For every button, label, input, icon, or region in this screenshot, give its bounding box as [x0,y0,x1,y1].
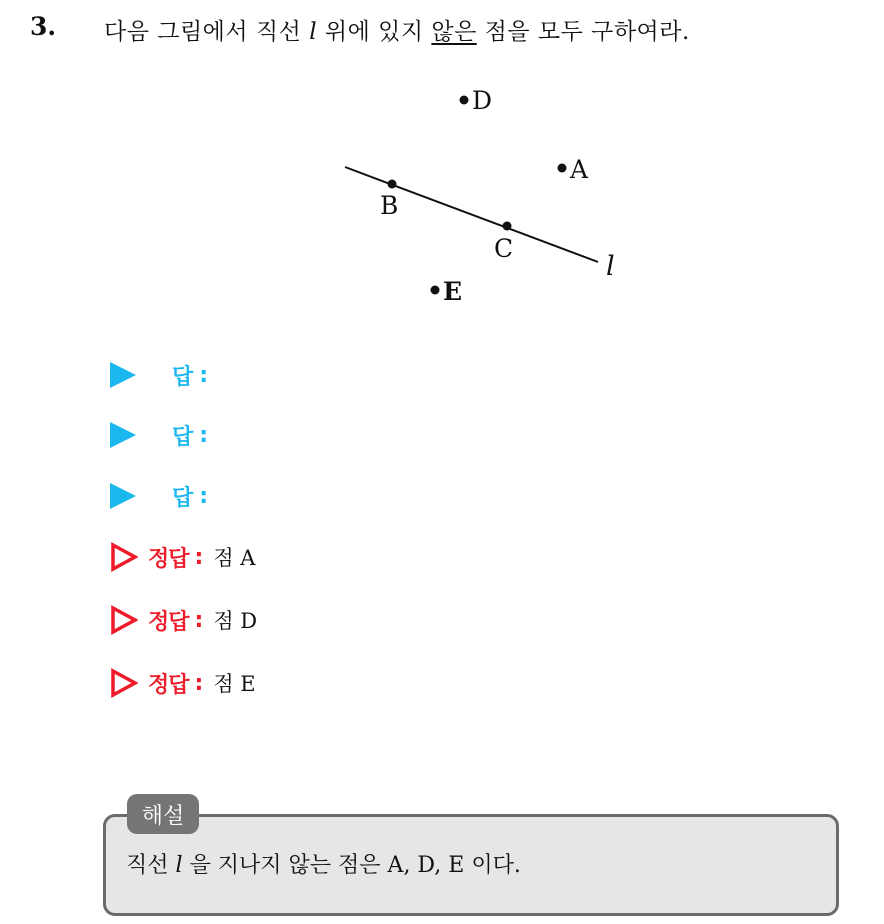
question-line-name: l [309,19,318,45]
point-e-label: E [443,277,463,306]
line-l-label: l [606,251,615,282]
answer-colon: : [199,422,209,448]
answer-label: 답 [172,424,194,450]
solution-value: 점 D [213,609,258,633]
solution-colon: : [194,670,204,696]
point-b-dot [388,180,397,189]
explanation-tab: 해설 [127,794,199,834]
question-text-middle: 위에 있지 [324,19,424,45]
point-d-label: D [472,86,493,115]
outline-triangle-icon [110,668,138,698]
point-e-dot [431,286,440,295]
solution-row-2 [110,603,257,637]
explanation-text [126,848,521,879]
solution-label: 정답 [148,609,189,635]
answer-colon: : [199,483,209,509]
outline-triangle-icon [110,542,138,572]
play-triangle-icon [110,362,136,388]
answer-row-2[interactable] [110,418,208,452]
point-d-dot [460,96,469,105]
point-c-label: C [494,234,514,263]
solution-row-3 [110,666,256,700]
answer-colon: : [199,362,209,388]
question-text-after: 점을 모두 구하여라. [484,19,690,45]
question-number: 3. [30,12,57,41]
play-triangle-icon [110,422,136,448]
point-a-dot [558,164,567,173]
solution-label: 정답 [148,672,189,698]
play-triangle-icon [110,483,136,509]
question-text-before: 다음 그림에서 직선 [104,19,302,45]
solution-value: 점 E [213,672,256,696]
question-underlined-word: 않은 [431,19,477,45]
answer-label: 답 [172,485,194,511]
outline-triangle-icon [110,605,138,635]
point-c-dot [503,222,512,231]
solution-value: 점 A [213,546,256,570]
solution-colon: : [194,607,204,633]
geometry-figure [0,0,884,330]
solution-colon: : [194,544,204,570]
solution-row-1 [110,540,255,574]
answer-label: 답 [172,364,194,390]
explanation-text-after: 을 지나지 않는 점은 A, D, E 이다. [189,853,521,878]
point-a-label: A [570,155,589,184]
answer-row-3[interactable] [110,479,208,513]
answer-row-1[interactable] [110,358,208,392]
explanation-line-name: l [175,853,183,878]
solution-label: 정답 [148,546,189,572]
point-b-label: B [380,191,399,220]
explanation-text-before: 직선 [126,853,169,878]
